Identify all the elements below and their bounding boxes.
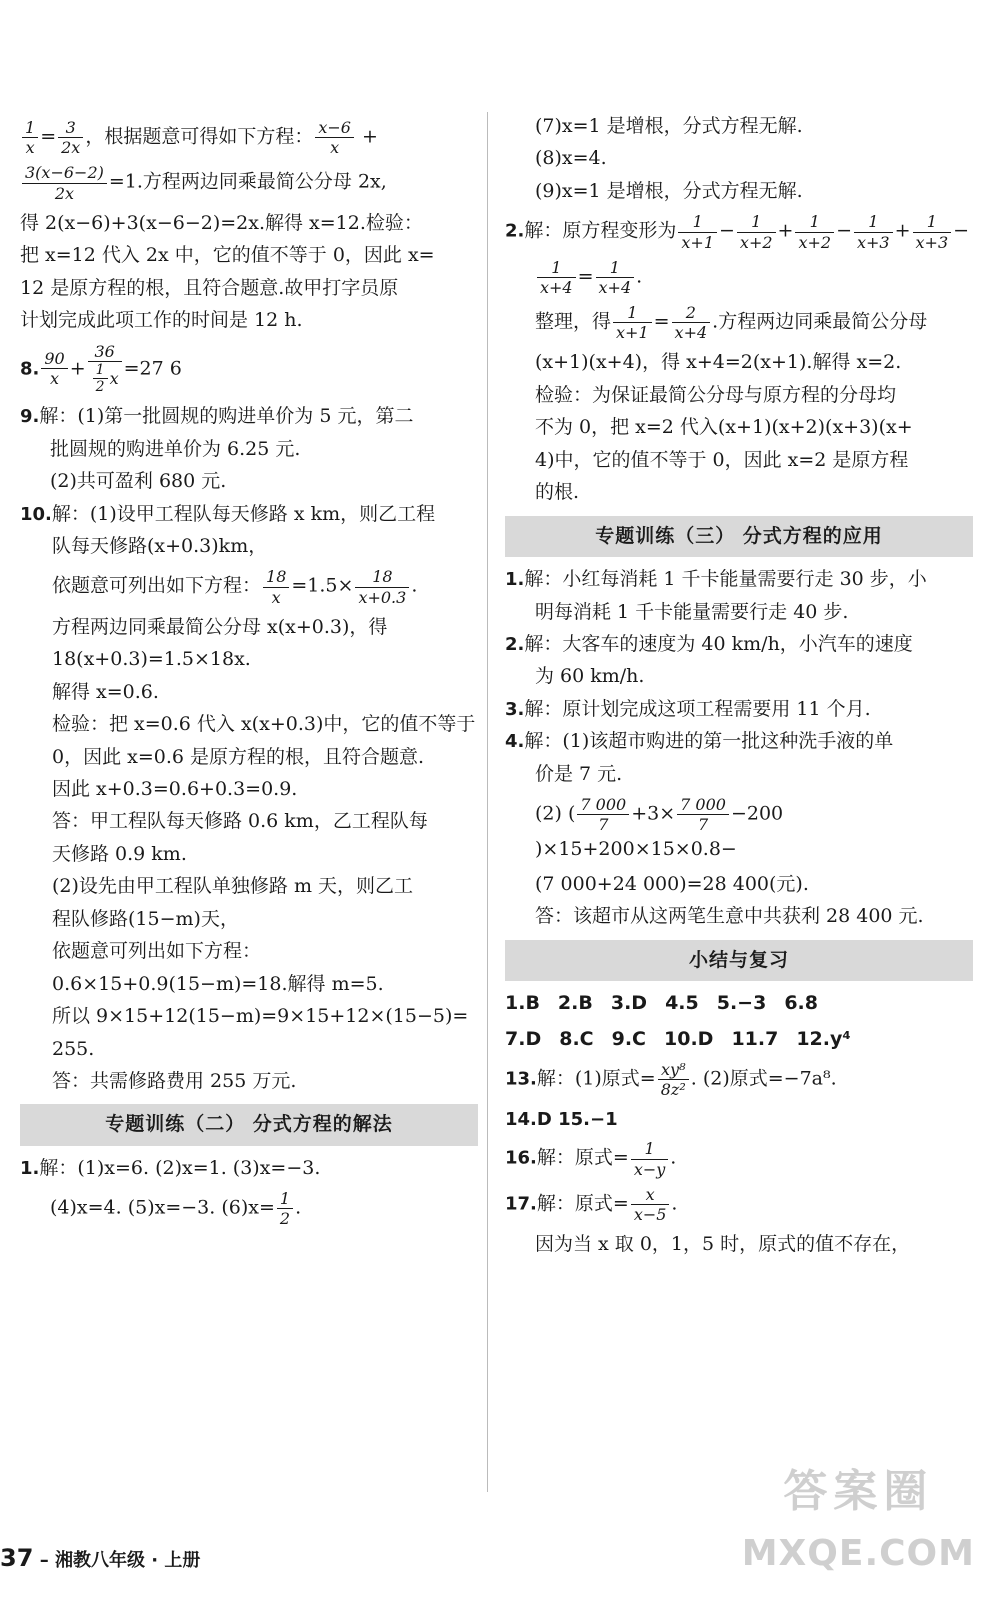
answer-s2-1: 1.解：(1)x=6. (2)x=1. (3)x=−3. [20,1156,321,1179]
answer-s3-2: 2.解：大客车的速度为 40 km/h，小汽车的速度 [505,632,913,655]
text-line: 天修路 0.9 km. [52,842,187,865]
answer-9-line1: 9.解：(1)第一批圆规的购进单价为 5 元，第二 [20,405,414,428]
fraction: $\frac{1}{x+3}$ [913,212,952,251]
page-number: 37 [0,1544,34,1572]
intro-equation-line: $\frac{1}{x}$ = $\frac{3}{2x}$ ，根据题意可得如下方程： $\frac{x-6}{x}$ + [20,118,478,157]
text-line: 依题意可列出如下方程： [52,940,262,963]
answer-14-15: 14.D 15.−1 [505,1108,618,1130]
text-line: 计划完成此项工作的时间是 12 h. [20,309,303,332]
fraction: $\frac{3(x-6-2)}{2x}$ [22,163,107,202]
text-line: (9)x=1 是增根，分式方程无解. [535,179,803,202]
text-line: (x+1)(x+4)，得 x+4=2(x+1).解得 x=2. [535,351,902,374]
answer-13: 13.解：(1)原式= $\frac{\text{xy⁸}}{\text{8z²}}$ . (2)原式=−7a⁸. [505,1060,837,1100]
text-line: 检验：为保证最简公分母与原方程的分母均 [535,383,897,406]
answer-s3-1: 1.解：小红每消耗 1 千卡能量需要行走 30 步，小 [505,568,927,591]
fraction: $\frac{18}{x+0.3}$ [355,567,409,606]
text-line: 255. [52,1037,95,1060]
left-column [20,112,478,1235]
text-line: 因为当 x 取 0，1，5 时，原式的值不存在， [535,1233,911,1256]
intro-equation-line-2: $\frac{3(x-6-2)}{2x}$ =1.方程两边同乘最简公分母 2x, [20,163,478,202]
book-title: 湘教八年级 · 上册 [54,1550,201,1571]
text-line: 明每消耗 1 千卡能量需要行走 40 步. [535,600,849,623]
text-line: 4)中，它的值不等于 0，因此 x=2 是原方程 [535,448,909,471]
text-line: 答：共需修路费用 255 万元. [52,1069,297,1092]
fraction: $\frac{7 000}{7}$ [677,795,729,834]
text-line: (7 000+24 000)=28 400(元). [535,872,809,895]
text-line: 方程两边同乘最简公分母 x(x+0.3)，得 [52,615,388,638]
fraction: $\frac{1}{x+4}$ [596,258,635,297]
answer-row-1: 1.B 2.B 3.D 4.5 5.−3 6.8 [505,992,818,1015]
equation-line: 依题意可列出如下方程： $\frac{18}{x}$ =1.5× $\frac{18}{x+0.3}$ . [52,567,418,607]
text-line: 为 60 km/h. [535,665,645,688]
fraction: 36 $\frac{1}{2}$ x [88,342,122,397]
text-line: 批圆规的购进单价为 6.25 元. [50,437,301,460]
equation-line: 整理，得 $\frac{1}{x+1}$ = $\frac{2}{x+4}$ .方程两边同乘最简公分母 [535,303,928,343]
answer-17: 17.解：原式= $\frac{x}{x-5}$ . [505,1184,678,1224]
text-line: (8)x=4. [535,147,607,170]
fraction: $\frac{x}{x-5}$ [631,1185,670,1224]
text-line: 答：该超市从这两笔生意中共获利 28 400 元. [535,905,924,928]
text-line: 18(x+0.3)=1.5×18x. [52,648,251,671]
text-line: 0，因此 x=0.6 是原方程的根，且符合题意. [52,745,425,768]
text-line: 把 x=12 代入 2x 中，它的值不等于 0，因此 x= [20,244,435,267]
fraction: $\frac{1}{x+1}$ [678,212,717,251]
text-line: 得 2(x−6)+3(x−6−2)=2x.解得 x=12.检验： [20,211,423,234]
text-line: 12 是原方程的根，且符合题意.故甲打字员原 [20,276,399,299]
equation-line: (2) ( $\frac{7 000}{7}$ +3× $\frac{7 000}{7}$ −200 )×15+200×15×0.8− [535,795,784,860]
fraction: $\frac{90}{x}$ [41,349,67,388]
text-line: 不为 0，把 x=2 代入(x+1)(x+2)(x+3)(x+ [535,416,913,439]
text-line: (2)共可盈利 680 元. [50,470,227,493]
text-line: (2)设先由甲工程队单独修路 m 天，则乙工 [52,875,414,898]
fraction: $\frac{1}{x+2}$ [795,212,834,251]
text-line: 检验：把 x=0.6 代入 x(x+0.3)中，它的值不等于 [52,713,476,736]
equation-line: $\frac{1}{x+4}$ = $\frac{1}{x+4}$ . [505,258,973,297]
answer-row-2: 7.D 8.C 9.C 10.D 11.7 12.y⁴ [505,1027,851,1050]
fraction: $\frac{7 000}{7}$ [577,795,629,834]
answer-2-equation: 2.解：原方程变形为 $\frac{1}{x+1}$ − $\frac{1}{x+2}$ + $\frac{1}{x+2}$ − $\frac{1}{x+3}$ + $\frac{1}{x+3}$ − [505,212,970,252]
text-line: 因此 x+0.3=0.6+0.3=0.9. [52,778,298,801]
text-line: 所以 9×15+12(15−m)=9×15+12×(15−5)= [52,1005,469,1028]
answer-16: 16.解：原式= $\frac{1}{x-y}$ . [505,1139,677,1179]
watermark-text: 答案圈 [783,1466,934,1518]
answer-s3-3: 3.解：原计划完成这项工程需要用 11 个月. [505,697,871,720]
right-column [505,112,973,1263]
text-line: 队每天修路(x+0.3)km， [52,535,268,558]
page-footer [0,1540,200,1577]
fraction: $\frac{\text{xy⁸}}{\text{8z²}}$ [658,1060,689,1099]
fraction: $\frac{x-6}{x}$ [315,118,354,157]
fraction: $\frac{1}{x+2}$ [737,212,776,251]
watermark-logo [742,1458,975,1582]
text-line: (7)x=1 是增根，分式方程无解. [535,115,803,137]
answer-s3-4: 4.解：(1)该超市购进的第一批这种洗手液的单 [505,730,894,753]
fraction: $\frac{2}{x+4}$ [672,303,711,342]
fraction: $\frac{18}{x}$ [263,567,289,606]
text-line: 0.6×15+0.9(15−m)=18.解得 m=5. [52,972,384,995]
fraction: $\frac{3}{2x}$ [58,118,83,157]
fraction: $\frac{1}{x-y}$ [631,1139,668,1178]
answer-10-line1: 10.解：(1)设甲工程队每天修路 x km，则乙工程 [20,502,436,525]
section-banner-4: 小结与复习 [505,940,973,981]
text-line: 解得 x=0.6. [52,680,159,703]
text-line: 价是 7 元. [535,762,623,785]
equation-line: (4)x=4. (5)x=−3. (6)x= $\frac{1}{2}$ . [50,1189,302,1229]
fraction: $\frac{1}{x+3}$ [854,212,893,251]
footer-dash: – [39,1550,49,1571]
fraction: $\frac{1}{2}$ [277,1189,293,1228]
column-divider [487,112,488,1492]
answer-8: 8. $\frac{90}{x}$ + 36 $\frac{1}{2}$ x =27 6 [20,341,182,396]
section-banner-2: 专题训练（二） 分式方程的解法 [20,1104,478,1145]
section-banner-3: 专题训练（三） 分式方程的应用 [505,516,973,557]
text-line: 的根. [535,481,580,504]
watermark-url: MXQE.COM [741,1533,975,1575]
text-line: 答：甲工程队每天修路 0.6 km，乙工程队每 [52,810,428,833]
fraction: $\frac{1}{x+4}$ [537,258,576,297]
fraction: $\frac{1}{x}$ [22,118,38,157]
fraction: $\frac{1}{x+1}$ [613,303,652,342]
text-line: 程队修路(15−m)天， [52,907,239,930]
